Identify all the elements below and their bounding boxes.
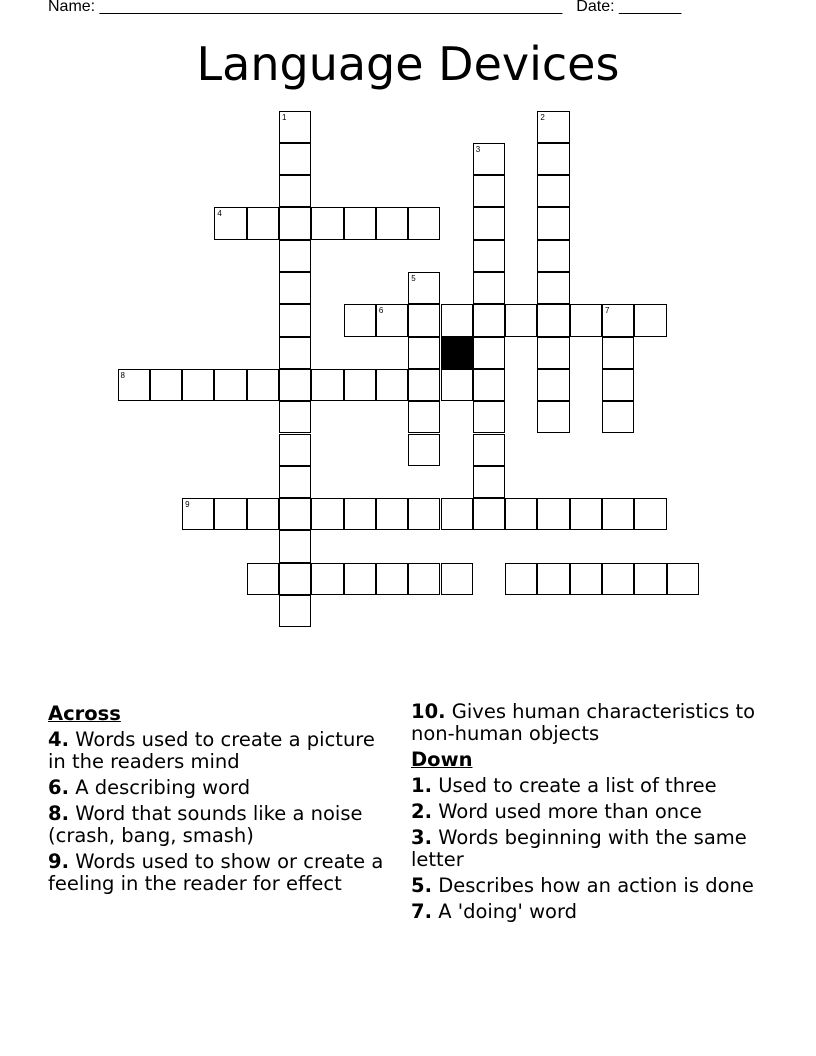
name-field[interactable]: Name: ____________________________________________________ — [48, 0, 563, 15]
crossword-cell[interactable] — [473, 337, 505, 369]
clue-number: 7. — [411, 900, 432, 923]
clue-number: 5. — [411, 874, 432, 897]
page-title: Language Devices — [196, 37, 620, 91]
crossword-cell[interactable] — [279, 207, 311, 239]
across-heading: Across — [48, 702, 121, 725]
crossword-cell[interactable] — [473, 207, 505, 239]
crossword-cell[interactable] — [279, 595, 311, 627]
down-clue — [411, 901, 761, 923]
crossword-cell[interactable] — [408, 304, 440, 336]
crossword-cell[interactable] — [279, 369, 311, 401]
crossword-cell[interactable] — [279, 272, 311, 304]
crossword-cell[interactable] — [473, 304, 505, 336]
crossword-cell[interactable] — [473, 498, 505, 530]
crossword-cell[interactable] — [279, 111, 311, 143]
crossword-cell[interactable] — [344, 498, 376, 530]
clue-number: 3. — [411, 826, 432, 849]
crossword-cell[interactable] — [570, 563, 602, 595]
clue-number-label: 5 — [411, 274, 416, 283]
crossword-cell[interactable] — [376, 207, 408, 239]
clue-number-label: 9 — [185, 500, 190, 510]
crossword-cell[interactable] — [537, 304, 569, 336]
date-field[interactable]: Date: _______ — [576, 0, 682, 15]
crossword-cell[interactable] — [279, 143, 311, 175]
black-square — [441, 337, 473, 369]
crossword-cell[interactable] — [537, 143, 569, 175]
crossword-cell[interactable] — [408, 563, 440, 595]
clue-text: Words used to create a picture in the readers mind — [48, 728, 375, 773]
crossword-cell[interactable] — [408, 337, 440, 369]
crossword-cell[interactable] — [634, 498, 666, 530]
crossword-cell[interactable] — [602, 369, 634, 401]
crossword-cell[interactable] — [182, 498, 214, 530]
clue-text: Describes how an action is done — [438, 874, 754, 897]
crossword-cell[interactable] — [311, 369, 343, 401]
crossword-cell[interactable] — [344, 207, 376, 239]
crossword-cell[interactable] — [537, 272, 569, 304]
crossword-cell[interactable] — [634, 563, 666, 595]
crossword-cell[interactable] — [247, 563, 279, 595]
crossword-cell[interactable] — [214, 207, 246, 239]
crossword-cell[interactable] — [279, 175, 311, 207]
clue-number-label: 3 — [475, 144, 481, 154]
crossword-cell[interactable] — [473, 434, 505, 466]
crossword-cell[interactable] — [473, 466, 505, 498]
crossword-cell[interactable] — [537, 369, 569, 401]
clue-number-label: 2 — [540, 112, 545, 122]
crossword-cell[interactable] — [441, 563, 473, 595]
crossword-cell[interactable] — [441, 369, 473, 401]
down-clue — [411, 875, 761, 897]
clue-number: 4. — [48, 728, 69, 751]
clue-text: Used to create a list of three — [438, 774, 717, 797]
crossword-cell[interactable] — [505, 563, 537, 595]
crossword-cell[interactable] — [473, 369, 505, 401]
crossword-cell[interactable] — [505, 304, 537, 336]
crossword-cell[interactable] — [247, 369, 279, 401]
clue-text: A 'doing' word — [438, 900, 578, 923]
crossword-cell[interactable] — [311, 498, 343, 530]
crossword-cell[interactable] — [473, 272, 505, 304]
crossword-cell[interactable] — [473, 143, 505, 175]
clue-number: 2. — [411, 800, 432, 823]
across-clue — [48, 851, 398, 895]
clue-text: Gives human characteristics to non-human objects — [411, 700, 756, 745]
crossword-cell[interactable] — [537, 401, 569, 433]
clue-text: Word used more than once — [438, 800, 702, 823]
across-clue — [411, 701, 761, 745]
crossword-cell[interactable] — [602, 498, 634, 530]
clue-number-label: 4 — [217, 209, 222, 219]
clue-number: 1. — [411, 774, 432, 797]
crossword-cell[interactable] — [602, 304, 634, 336]
down-clue — [411, 801, 761, 823]
clue-number-label: 7 — [605, 306, 610, 316]
crossword-cell[interactable] — [311, 563, 343, 595]
crossword-cell[interactable] — [150, 369, 182, 401]
crossword-cell[interactable] — [408, 498, 440, 530]
crossword-cell[interactable] — [408, 207, 440, 239]
across-clue — [48, 729, 398, 773]
crossword-cell[interactable] — [247, 207, 279, 239]
across-clue — [48, 777, 398, 799]
crossword-cell[interactable] — [279, 530, 311, 562]
crossword-cell[interactable] — [344, 304, 376, 336]
crossword-cell[interactable] — [473, 175, 505, 207]
crossword-cell[interactable] — [214, 498, 246, 530]
crossword-cell[interactable] — [311, 207, 343, 239]
crossword-cell[interactable] — [634, 304, 666, 336]
crossword-cell[interactable] — [279, 304, 311, 336]
crossword-cell[interactable] — [505, 498, 537, 530]
crossword-cell[interactable] — [602, 401, 634, 433]
clue-text: A describing word — [75, 776, 251, 799]
crossword-cell[interactable] — [376, 304, 408, 336]
crossword-cell[interactable] — [408, 369, 440, 401]
clue-text: Word that sounds like a noise (crash, bang, smash) — [48, 802, 363, 847]
crossword-cell[interactable] — [570, 304, 602, 336]
crossword-cell[interactable] — [473, 401, 505, 433]
crossword-cell[interactable] — [441, 498, 473, 530]
crossword-cell[interactable] — [344, 369, 376, 401]
across-clue — [48, 803, 398, 847]
crossword-cell[interactable] — [537, 111, 569, 143]
crossword-cell[interactable] — [279, 466, 311, 498]
crossword-cell[interactable] — [118, 369, 150, 401]
clues-right-column — [411, 701, 761, 927]
crossword-cell[interactable] — [344, 563, 376, 595]
crossword-cell[interactable] — [279, 240, 311, 272]
crossword-cell[interactable] — [570, 498, 602, 530]
crossword-cell[interactable] — [247, 498, 279, 530]
crossword-cell[interactable] — [279, 401, 311, 433]
crossword-cell[interactable] — [537, 563, 569, 595]
crossword-cell[interactable] — [667, 563, 699, 595]
clue-number: 9. — [48, 850, 69, 873]
crossword-cell[interactable] — [408, 272, 440, 304]
crossword-cell[interactable] — [537, 498, 569, 530]
crossword-cell[interactable] — [408, 401, 440, 433]
clue-number-label: 1 — [282, 112, 287, 122]
crossword-cell[interactable] — [279, 337, 311, 369]
clue-text: Words used to show or create a feeling in the reader for effect — [48, 850, 384, 895]
crossword-cell[interactable] — [214, 369, 246, 401]
crossword-cell[interactable] — [279, 498, 311, 530]
crossword-cell[interactable] — [602, 337, 634, 369]
crossword-cell[interactable] — [376, 498, 408, 530]
clue-number-label: 6 — [378, 306, 384, 316]
crossword-cell[interactable] — [408, 434, 440, 466]
clue-number: 6. — [48, 776, 69, 799]
down-heading: Down — [411, 748, 473, 771]
crossword-cell[interactable] — [602, 563, 634, 595]
clue-number: 8. — [48, 802, 69, 825]
clues-left-column — [48, 701, 398, 899]
crossword-cell[interactable] — [537, 207, 569, 239]
crossword-cell[interactable] — [537, 240, 569, 272]
crossword-cell[interactable] — [441, 304, 473, 336]
clue-text: Words beginning with the same letter — [411, 826, 747, 871]
crossword-cell[interactable] — [279, 563, 311, 595]
crossword-cell[interactable] — [279, 434, 311, 466]
down-clue — [411, 775, 761, 797]
down-clue — [411, 827, 761, 871]
clue-number: 10. — [411, 700, 446, 723]
crossword-cell[interactable] — [537, 175, 569, 207]
crossword-cell[interactable] — [182, 369, 214, 401]
crossword-cell[interactable] — [473, 240, 505, 272]
clue-number-label: 8 — [120, 370, 125, 380]
crossword-cell[interactable] — [376, 369, 408, 401]
crossword-cell[interactable] — [537, 337, 569, 369]
crossword-cell[interactable] — [376, 563, 408, 595]
